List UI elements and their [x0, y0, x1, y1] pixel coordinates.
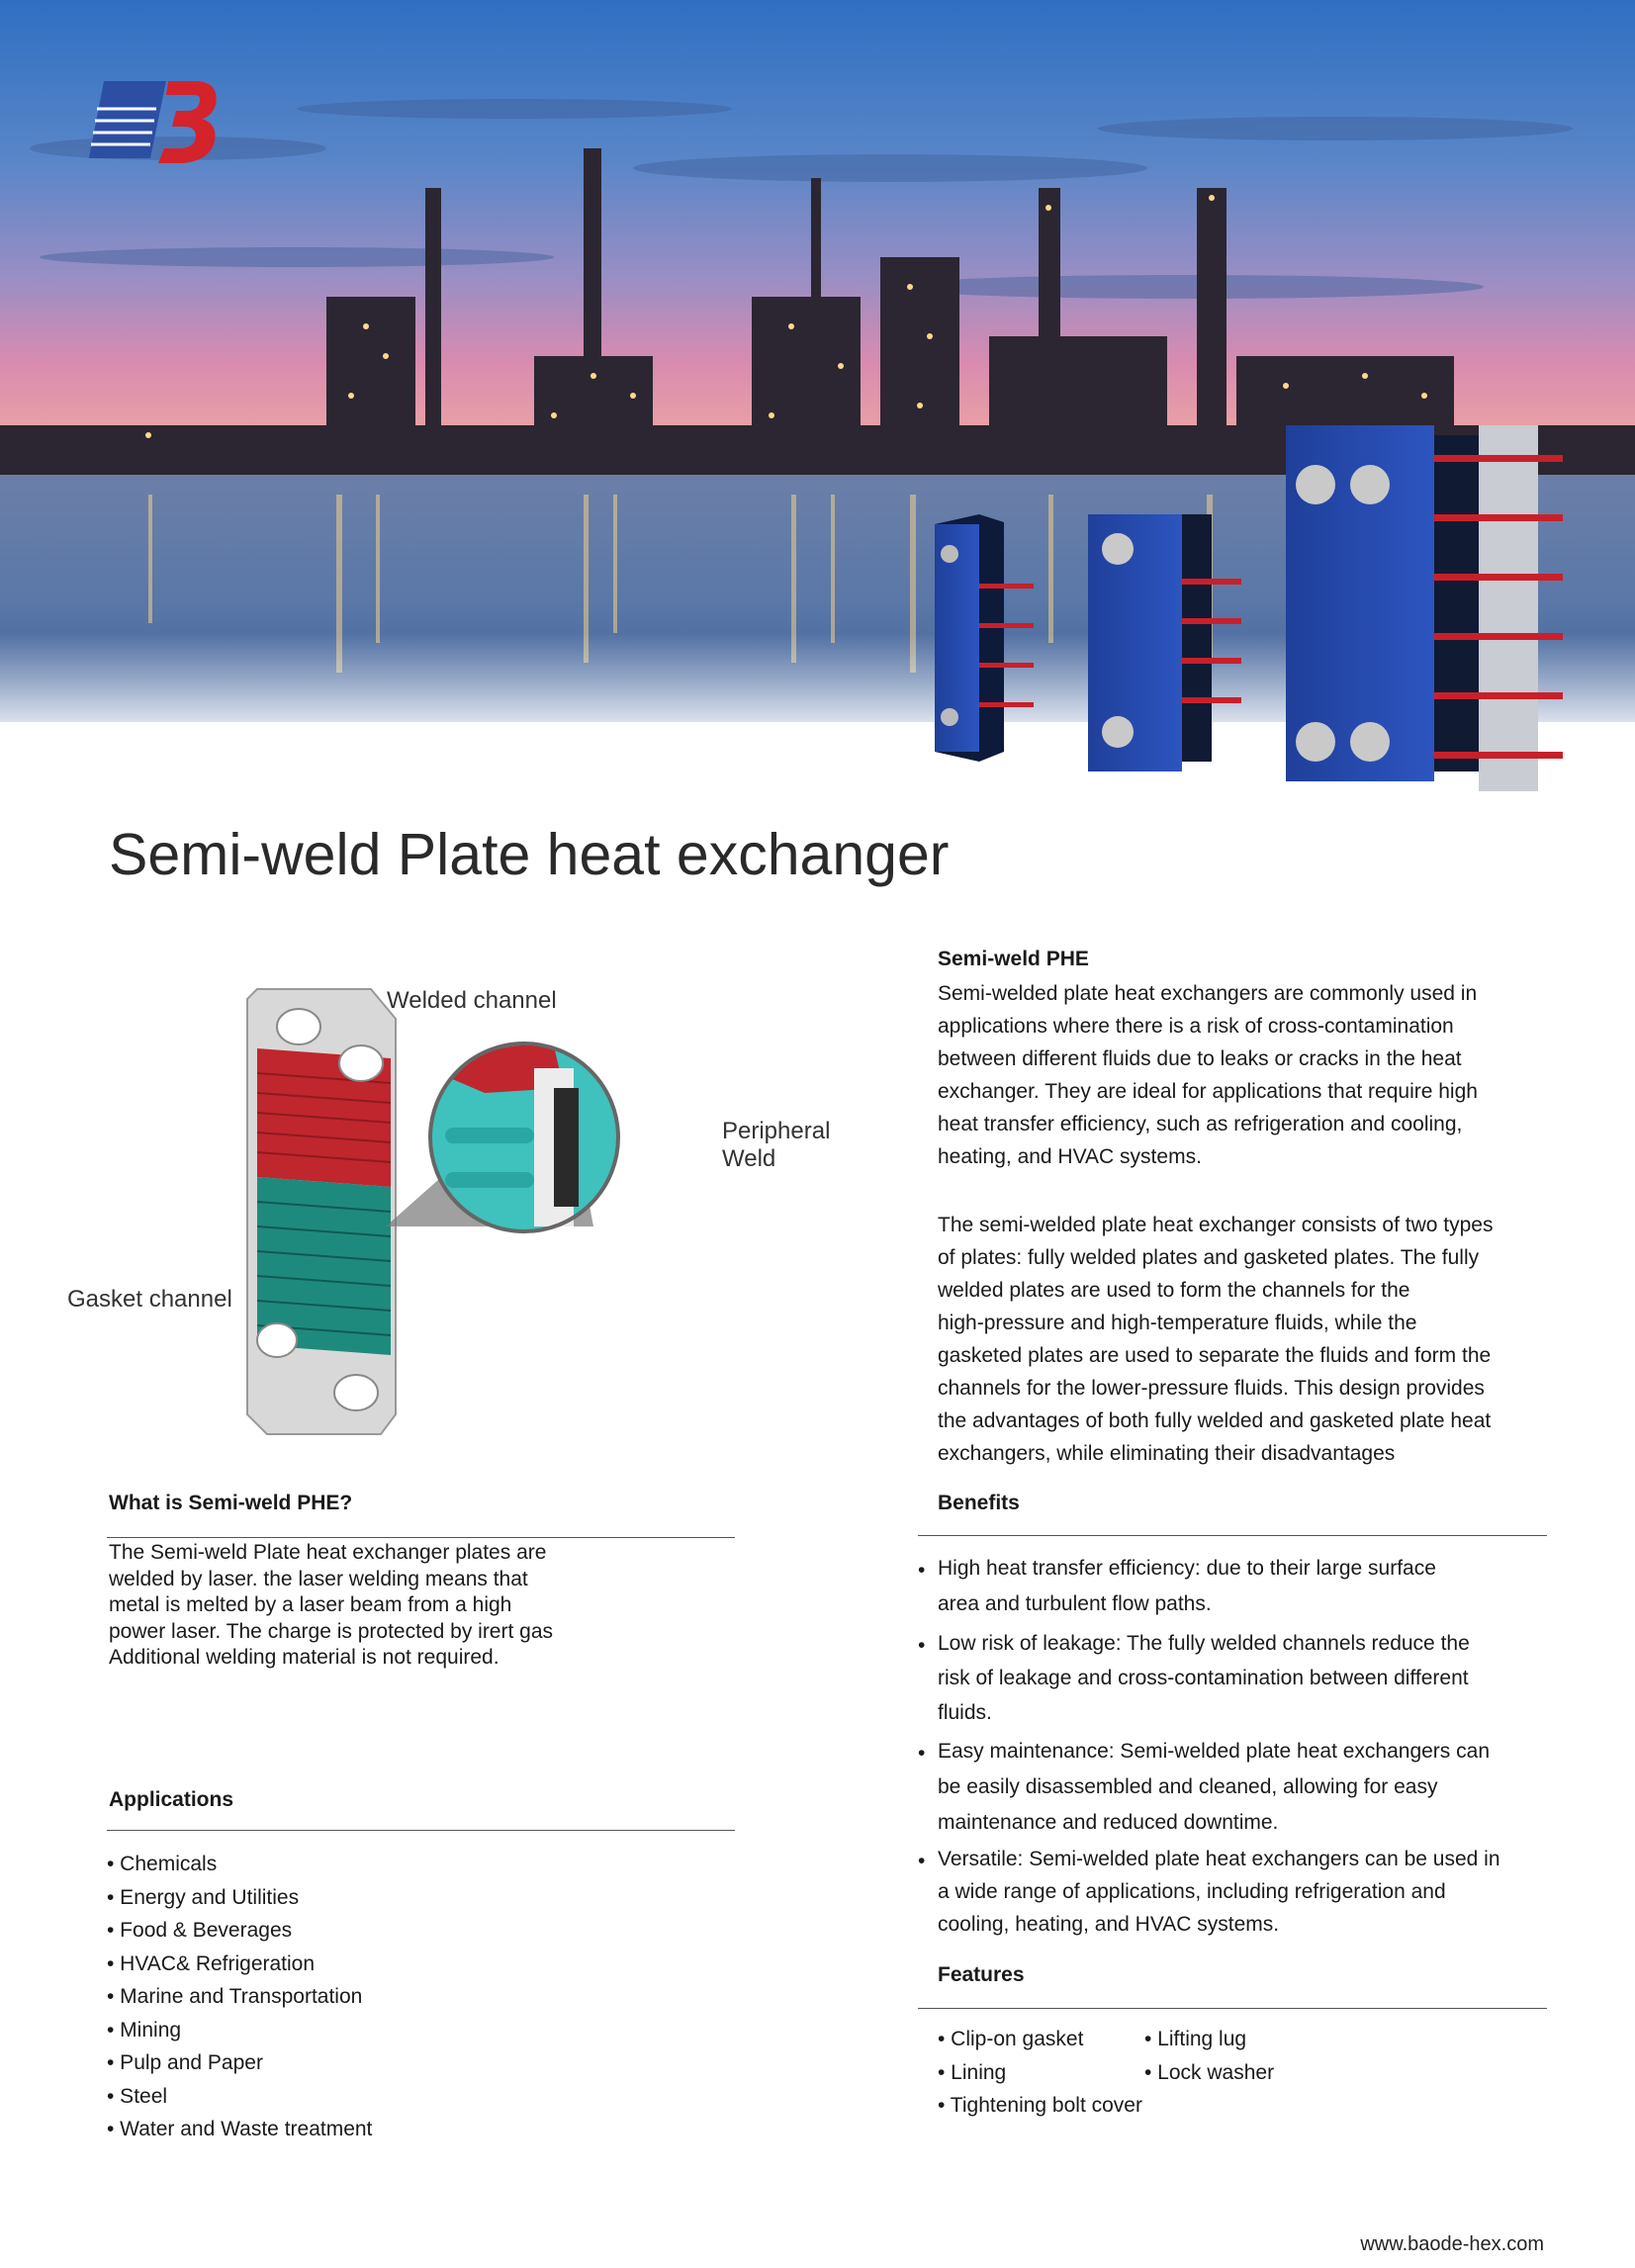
list-item: • Mining [107, 2018, 182, 2041]
features-list-col1 [938, 2023, 1142, 2123]
list-item: • Water and Waste treatment [107, 2118, 373, 2140]
list-item: • Steel [107, 2084, 168, 2108]
applications-heading: Applications [109, 1788, 234, 1811]
applications-list [107, 1848, 372, 2146]
divider [107, 1830, 735, 1831]
list-item: • Easy maintenance: Semi-welded plate heat exchangers can be easily disassembled and cleaned, allowing for easy maintenance and reduced downtime. [918, 1734, 1571, 1841]
list-item: • Energy and Utilities [107, 1885, 300, 1909]
what-body: The Semi-weld Plate heat exchanger plates are welded by laser. the laser welding means that metal is melted by a laser beam from a high power laser. The charge is protected by irert gas Additional welding material is not required. [109, 1541, 554, 1669]
large-exchanger [1286, 425, 1563, 791]
list-item: • Lock washer [1144, 2060, 1275, 2084]
divider [107, 1537, 735, 1538]
intro-paragraph-2: The semi-welded plate heat exchanger consists of two types of plates: fully welded plates and gasketed plates. The fully welded plates are used to form the channels for the high-pressure and high-temperature fluids, while the gasketed plates are used to separate the fluids and form the channels for the lower-pressure fluids. This design provides the advantages of both fully welded and gasketed plate heat exchangers, while eliminating their disadvantages [938, 1214, 1494, 1465]
list-item: • Pulp and Paper [107, 2051, 263, 2074]
intro-heading: Semi-weld PHE [938, 948, 1089, 970]
gasket-channel-label: Gasket channel [67, 1286, 232, 1313]
divider [918, 1535, 1547, 1536]
features-heading: Features [938, 1963, 1025, 1986]
page-title: Semi-weld Plate heat exchanger [109, 822, 950, 887]
list-item: • High heat transfer efficiency: due to their large surface area and turbulent flow paths. [918, 1551, 1571, 1622]
list-item: • Lining [938, 2060, 1007, 2084]
peripheral-label: Peripheral [722, 1118, 831, 1144]
list-item: • Food & Beverages [107, 1919, 293, 1942]
weld-label: Weld [722, 1145, 776, 1172]
list-item: • Chemicals [107, 1853, 218, 1875]
list-item: • Low risk of leakage: The fully welded channels reduce the risk of leakage and cross-contamination between different fluids. [918, 1626, 1571, 1730]
features-list-col2 [1144, 2023, 1274, 2089]
list-item: • Tightening bolt cover [938, 2094, 1142, 2117]
list-item: • Versatile: Semi-welded plate heat exchangers can be used in a wide range of applications, including refrigeration and cooling, heating, and HVAC systems. [918, 1843, 1571, 1941]
plate-diagram [237, 979, 752, 1444]
list-item: • Lifting lug [1144, 2028, 1247, 2050]
list-item: • HVAC& Refrigeration [107, 1951, 316, 1975]
benefits-list [918, 1551, 1571, 1941]
hero-refinery-photo [0, 0, 1635, 890]
divider [918, 2008, 1547, 2009]
welded-channel-label: Welded channel [387, 987, 557, 1014]
benefits-heading: Benefits [938, 1492, 1020, 1514]
list-item: • Marine and Transportation [107, 1985, 363, 2008]
what-heading: What is Semi-weld PHE? [109, 1492, 353, 1514]
list-item: • Clip-on gasket [938, 2028, 1084, 2050]
website-footer: www.baode-hex.com [1360, 2233, 1544, 2255]
intro-paragraph-1: Semi-welded plate heat exchangers are commonly used in applications where there is a risk of cross-contamination between different fluids due to leaks or cracks in the heat exchanger. They are ideal for applications that require high heat transfer efficiency, such as refrigeration and cooling, heating, and HVAC systems. [938, 982, 1478, 1168]
